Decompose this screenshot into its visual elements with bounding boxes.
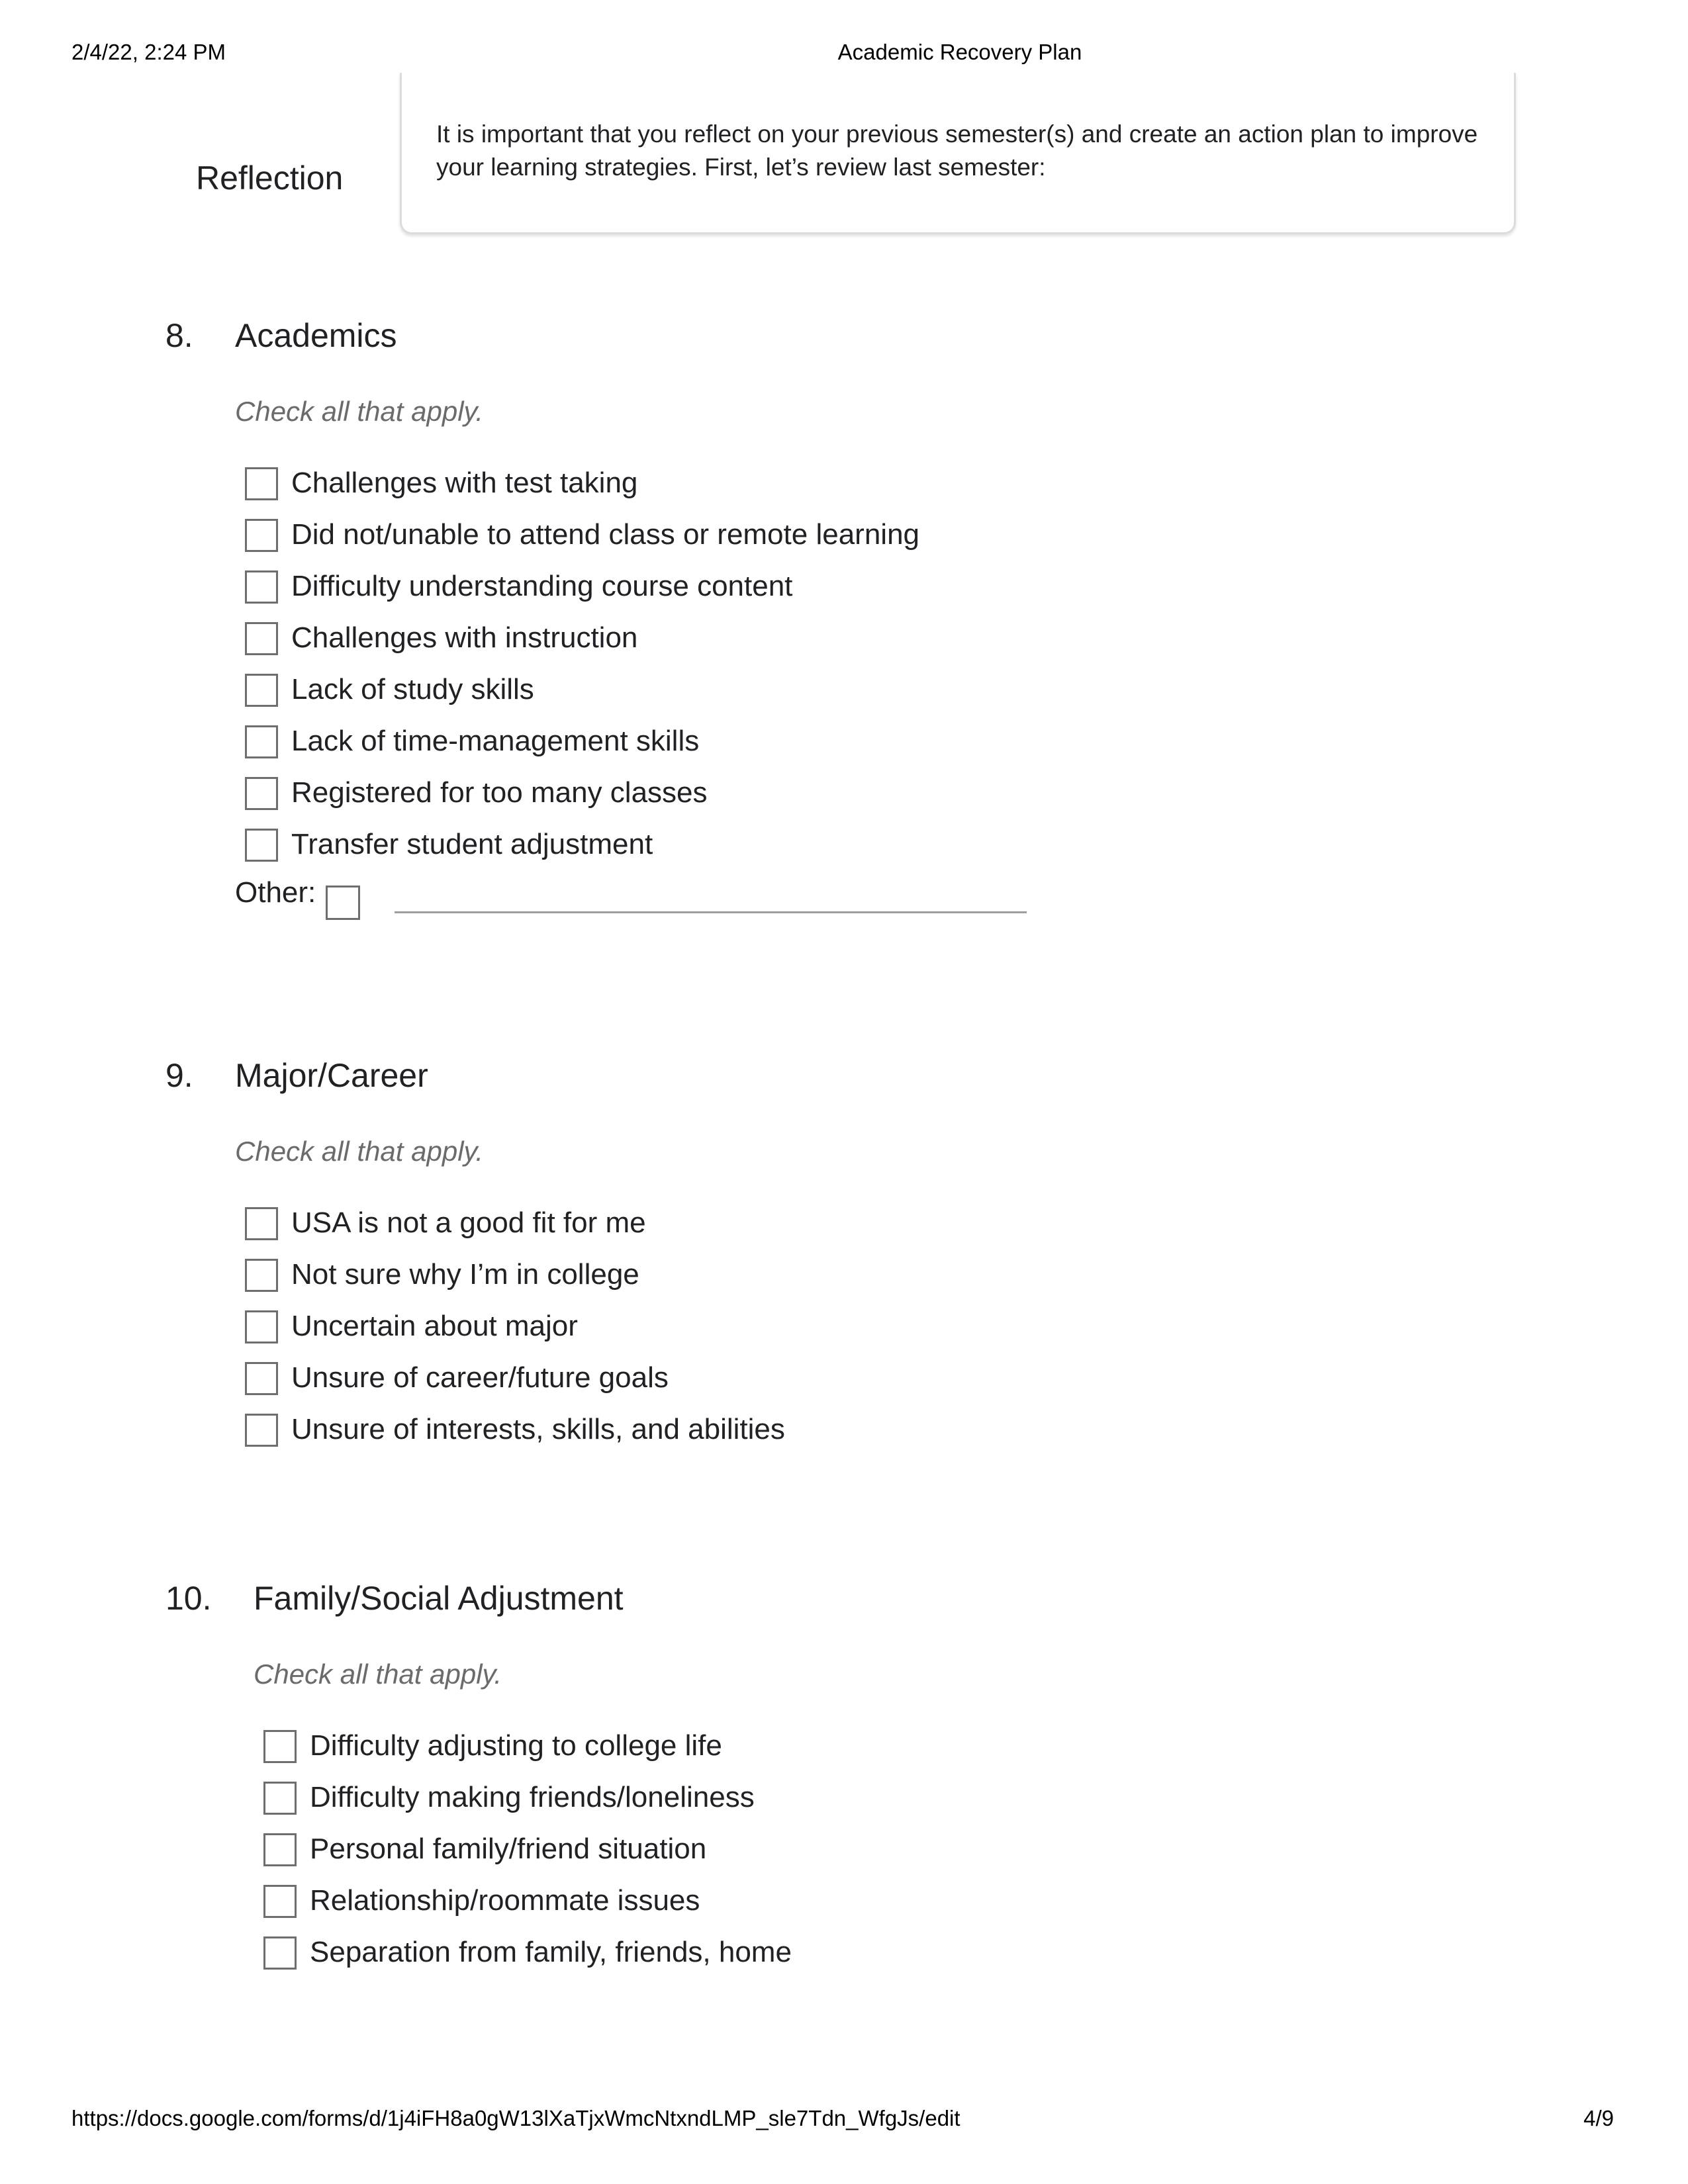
other-text-input[interactable] <box>395 911 1027 913</box>
checkbox[interactable] <box>245 1259 278 1292</box>
checkbox[interactable] <box>245 829 278 862</box>
question-help-text: Check all that apply. <box>235 1136 484 1167</box>
print-page-number: 4/9 <box>1583 2106 1614 2130</box>
section-description: It is important that you reflect on your previous semester(s) and create an action plan to improve your learning strategies. First, let’s review last semester: <box>436 120 1478 181</box>
checkbox[interactable] <box>263 1730 297 1763</box>
print-timestamp: 2/4/22, 2:24 PM <box>71 40 226 64</box>
checkbox[interactable] <box>263 1885 297 1918</box>
checkbox[interactable] <box>245 570 278 604</box>
checkbox[interactable] <box>263 1833 297 1866</box>
question-number: 8. <box>165 317 193 354</box>
option-label: Difficulty understanding course content <box>291 570 793 602</box>
print-url: https://docs.google.com/forms/d/1j4iFH8a0gW13lXaTjxWmcNtxndLMP_sle7Tdn_WfgJs/edit <box>71 2106 961 2130</box>
option-label: Separation from family, friends, home <box>310 1936 792 1968</box>
question-title: Major/Career <box>235 1057 428 1094</box>
question-number: 10. <box>165 1580 212 1617</box>
checkbox[interactable] <box>245 519 278 552</box>
option-label: Did not/unable to attend class or remote learning <box>291 518 920 551</box>
option-label: Personal family/friend situation <box>310 1833 707 1865</box>
option-label: Unsure of career/future goals <box>291 1361 669 1394</box>
option-label: Challenges with test taking <box>291 467 638 499</box>
checkbox[interactable] <box>263 1936 297 1970</box>
section-description-card <box>400 73 1516 234</box>
option-label: Lack of study skills <box>291 673 534 705</box>
other-checkbox[interactable] <box>326 886 360 920</box>
checkbox[interactable] <box>245 1414 278 1447</box>
question-help-text: Check all that apply. <box>235 396 484 427</box>
question-title: Family/Social Adjustment <box>254 1580 624 1617</box>
checkbox[interactable] <box>263 1782 297 1815</box>
checkbox[interactable] <box>245 674 278 707</box>
checkbox[interactable] <box>245 467 278 500</box>
option-label: Difficulty adjusting to college life <box>310 1729 722 1762</box>
checkbox[interactable] <box>245 622 278 655</box>
option-label: Uncertain about major <box>291 1310 578 1342</box>
option-label: Difficulty making friends/loneliness <box>310 1781 755 1813</box>
option-label: Relationship/roommate issues <box>310 1884 700 1917</box>
other-label: Other: <box>235 876 316 909</box>
option-label: Unsure of interests, skills, and abilities <box>291 1413 785 1445</box>
checkbox[interactable] <box>245 725 278 758</box>
option-label: Lack of time-management skills <box>291 725 700 757</box>
option-label: Registered for too many classes <box>291 776 708 809</box>
question-number: 9. <box>165 1057 193 1094</box>
option-label: USA is not a good fit for me <box>291 1206 646 1239</box>
question-title: Academics <box>235 317 397 354</box>
checkbox[interactable] <box>245 1207 278 1240</box>
option-label: Transfer student adjustment <box>291 828 653 860</box>
checkbox[interactable] <box>245 1310 278 1343</box>
option-label: Not sure why I’m in college <box>291 1258 639 1291</box>
checkbox[interactable] <box>245 1362 278 1395</box>
checkbox[interactable] <box>245 777 278 810</box>
print-page-title: Academic Recovery Plan <box>837 40 1082 64</box>
option-label: Challenges with instruction <box>291 621 638 654</box>
question-help-text: Check all that apply. <box>254 1659 502 1690</box>
section-title: Reflection <box>196 159 344 197</box>
